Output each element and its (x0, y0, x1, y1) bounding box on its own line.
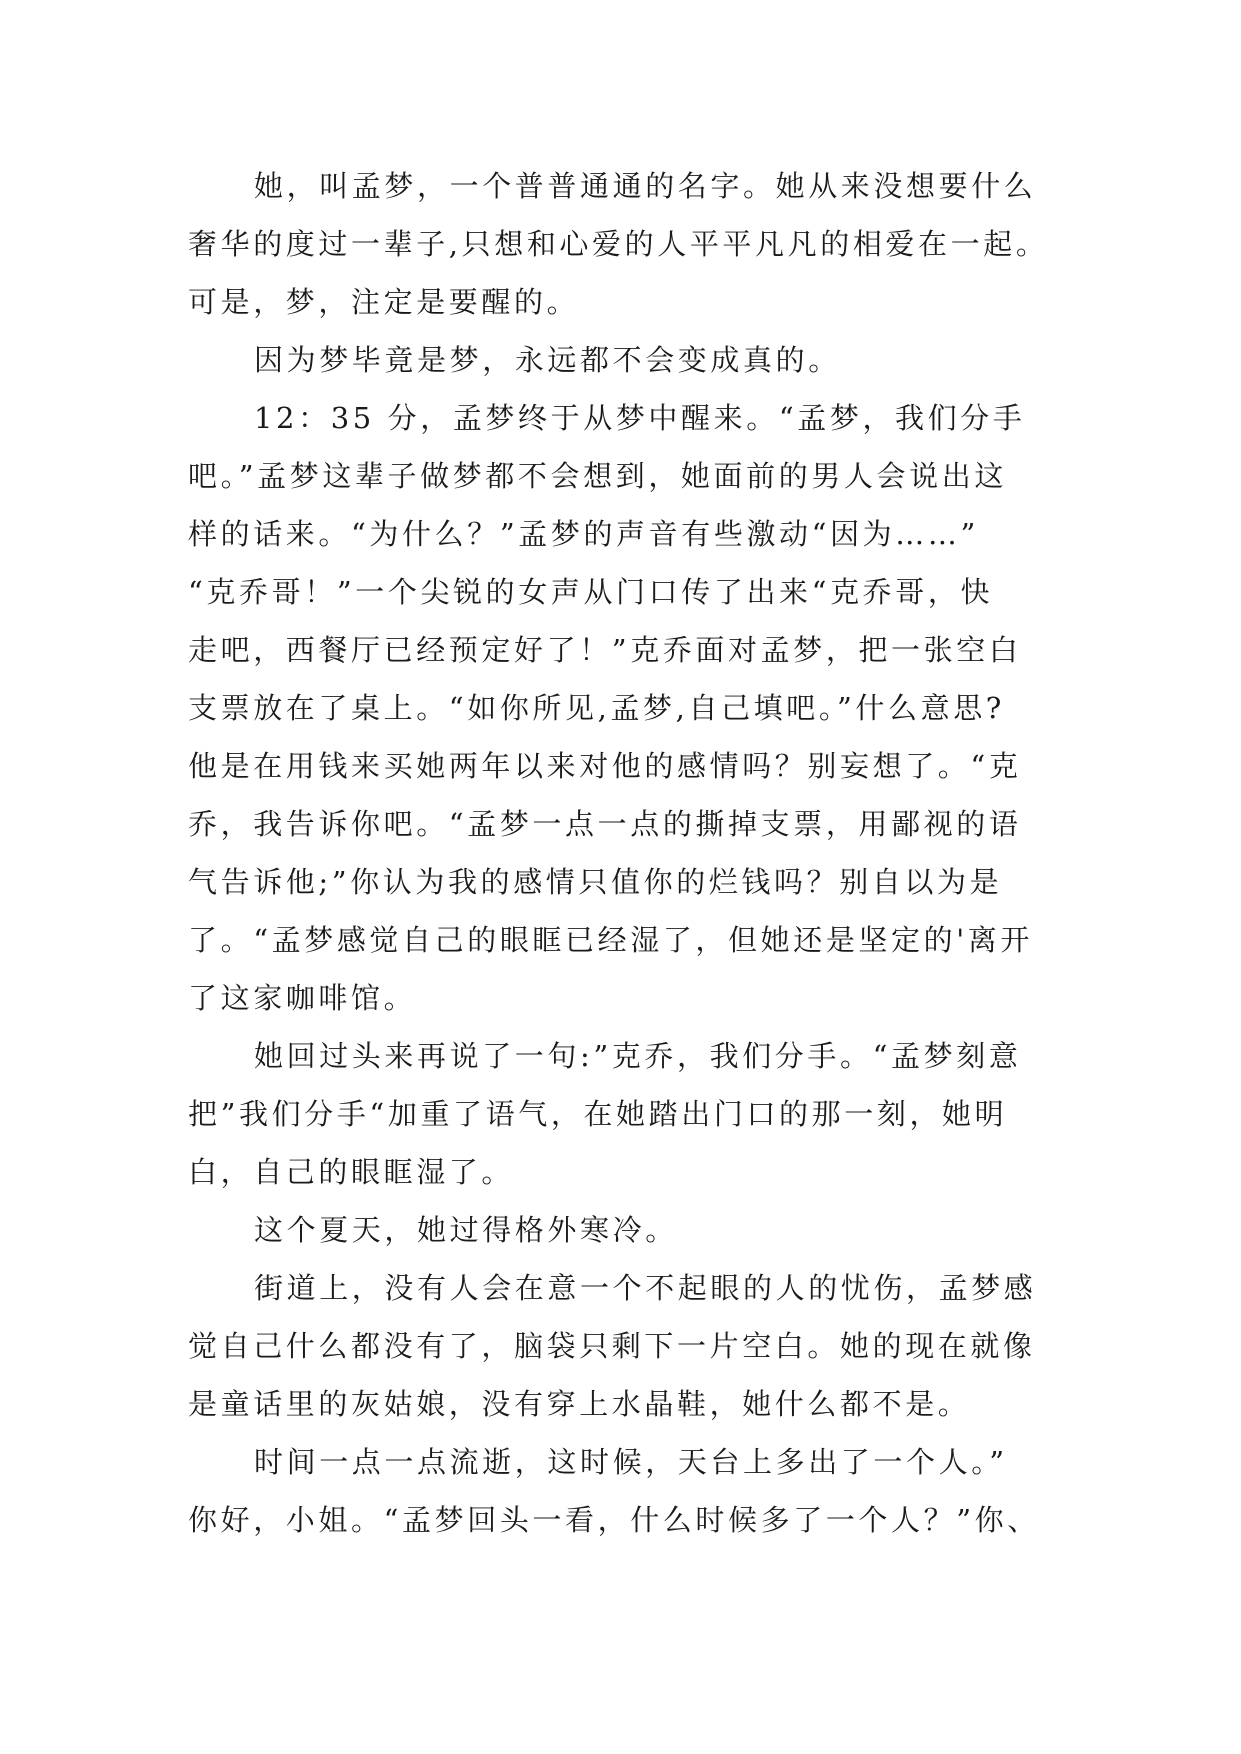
text-line: 支票放在了桌上。“如你所见,孟梦,自己填吧。”什么意思? (188, 691, 1005, 725)
text-line: 她，叫孟梦，一个普普通通的名字。她从来没想要什么 (254, 169, 1037, 203)
text-line: 她回过头来再说了一句:”克乔，我们分手。“孟梦刻意 (254, 1039, 1022, 1073)
text-line: 奢华的度过一辈子,只想和心爱的人平平凡凡的相爱在一起。 (188, 227, 1049, 261)
text-line: 街道上，没有人会在意一个不起眼的人的忧伤，孟梦感 (254, 1271, 1037, 1305)
text-line: 可是，梦，注定是要醒的。 (188, 285, 580, 319)
text-line: 12：35 分，孟梦终于从梦中醒来。“孟梦，我们分手 (254, 401, 1026, 435)
text-line: 这个夏天，她过得格外寒冷。 (254, 1213, 678, 1247)
text-line: 觉自己什么都没有了，脑袋只剩下一片空白。她的现在就像 (188, 1329, 1036, 1363)
text-line: 乔，我告诉你吧。“孟梦一点一点的撕掉支票，用鄙视的语 (188, 807, 1022, 841)
text-line: 走吧，西餐厅已经预定好了！”克乔面对孟梦，把一张空白 (188, 633, 1022, 667)
text-line: 时间一点一点流逝，这时候，天台上多出了一个人。” (254, 1445, 1008, 1479)
text-line: “克乔哥！”一个尖锐的女声从门口传了出来“克乔哥，快 (188, 575, 994, 609)
text-line: 样的话来。“为什么？”孟梦的声音有些激动“因为……” (188, 517, 979, 551)
text-line: 是童话里的灰姑娘，没有穿上水晶鞋，她什么都不是。 (188, 1387, 971, 1421)
text-line: 了。“孟梦感觉自己的眼眶已经湿了，但她还是坚定的'离开 (188, 923, 1033, 957)
text-line: 把”我们分手“加重了语气，在她踏出门口的那一刻，她明 (188, 1097, 1008, 1131)
text-line: 因为梦毕竟是梦，永远都不会变成真的。 (254, 343, 841, 377)
text-line: 你好，小姐。“孟梦回头一看，什么时候多了一个人？”你、 (188, 1503, 1040, 1537)
text-line: 气告诉他;”你认为我的感情只值你的烂钱吗？别自以为是 (188, 865, 1003, 899)
text-line: 吧。”孟梦这辈子做梦都不会想到，她面前的男人会说出这 (188, 459, 1007, 493)
text-line: 了这家咖啡馆。 (188, 981, 417, 1015)
text-line: 白，自己的眼眶湿了。 (188, 1155, 515, 1189)
text-line: 他是在用钱来买她两年以来对他的感情吗？别妄想了。“克 (188, 749, 1022, 783)
